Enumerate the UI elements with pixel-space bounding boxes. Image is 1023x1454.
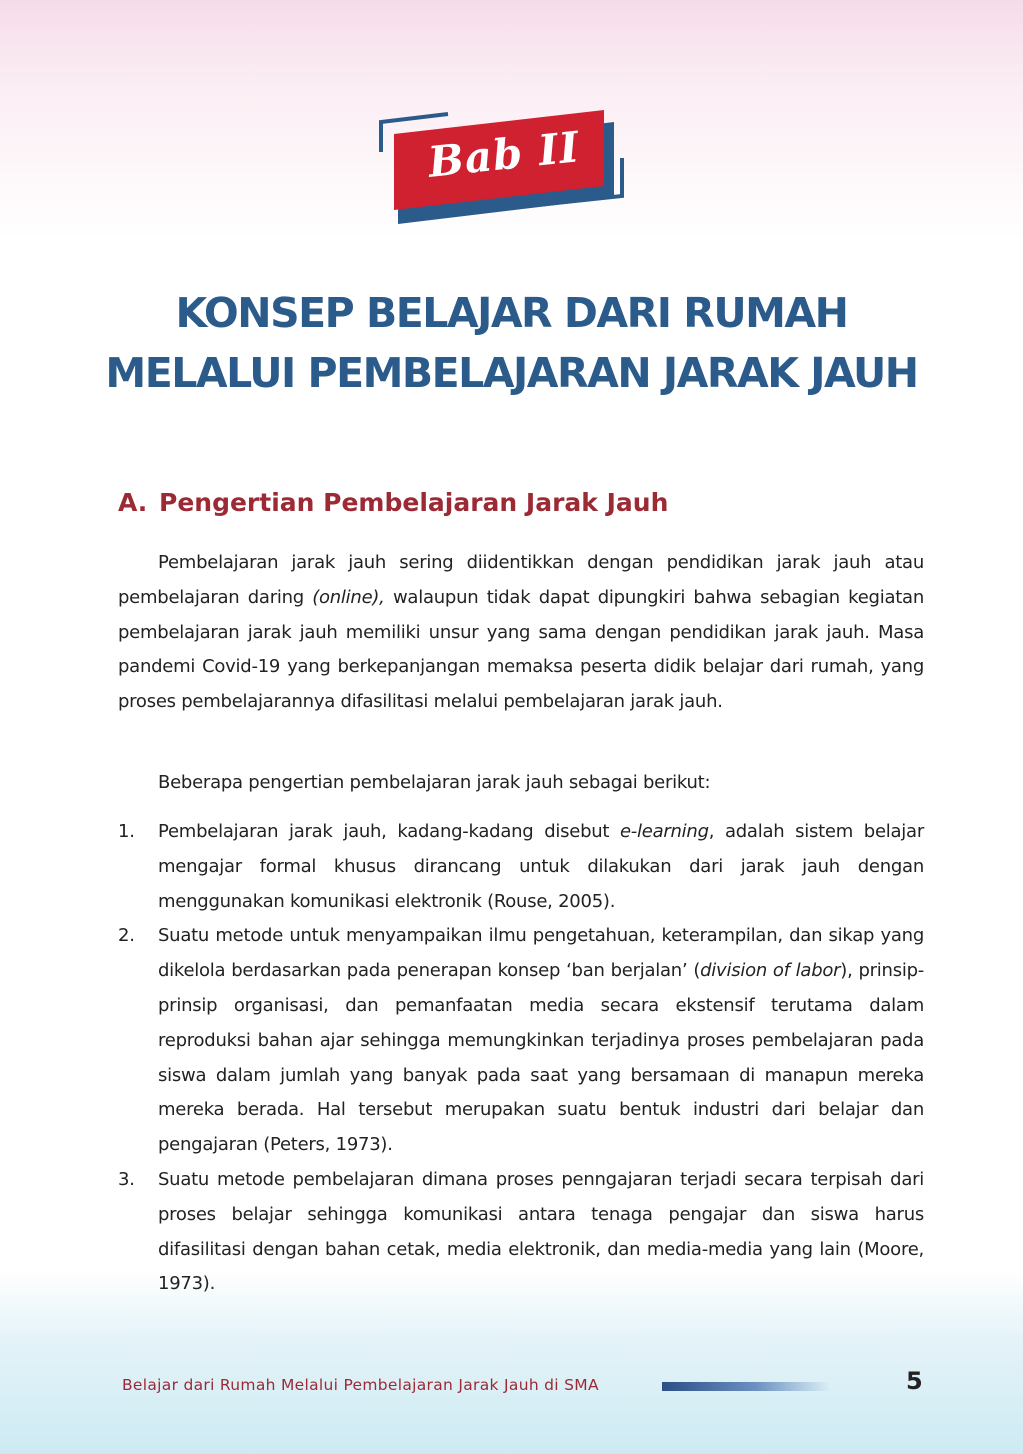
list-item-number: 3. (118, 1168, 135, 1190)
list-item-italic: division of labor (700, 960, 841, 982)
paragraph-intro (118, 546, 924, 720)
list-item (118, 1163, 924, 1302)
paragraph-intro-text-1: Pembelajaran jarak jauh sering diidentikkan dengan pendidikan jarak jauh atau pembelajaran daring (118, 552, 924, 608)
page-title-line-2: MELALUI PEMBELAJARAN JARAK JAUH (105, 349, 918, 397)
section-title: Pengertian Pembelajaran Jarak Jauh (159, 488, 669, 517)
section-heading (118, 488, 668, 517)
list-item (118, 919, 924, 1163)
list-item-italic: e-learning (619, 821, 709, 842)
paragraph-list-intro: Beberapa pengertian pembelajaran jarak jauh sebagai berikut: (158, 772, 711, 793)
page-title-line-1: KONSEP BELAJAR DARI RUMAH (175, 289, 848, 337)
list-item-text: ), prinsip-prinsip organisasi, dan pemanfaatan media secara ekstensif terutama dalam reproduksi bahan ajar sehingga memungkinkan terjadinya proses pembelajaran pada siswa dalam jumlah yang banyak pada saat yang bersamaan di manapun mereka mereka berada. Hal tersebut merupakan suatu bentuk industri dari belajar dan pengajaran (Peters, 1973). (158, 960, 924, 1156)
list-item-number: 1. (118, 821, 135, 842)
list-item (118, 815, 924, 919)
definition-list (118, 815, 924, 1302)
section-number: A. (118, 488, 148, 517)
chapter-label: Bab II (425, 122, 583, 187)
paragraph-intro-italic: (online), (312, 586, 385, 608)
list-item-text: , adalah sistem belajar mengajar formal khusus dirancang untuk dilakukan dari jarak jauh dengan menggunakan komunikasi elektronik (Rouse, 2005). (158, 821, 924, 912)
list-item-number: 2. (118, 925, 135, 947)
list-item-text: Suatu metode untuk menyampaikan ilmu pengetahuan, keterampilan, dan sikap yang dikelola berdasarkan pada penerapan konsep ‘ban berjalan’ ( (158, 925, 924, 982)
page-title (0, 283, 1023, 403)
page-number: 5 (906, 1367, 923, 1395)
footer-title: Belajar dari Rumah Melalui Pembelajaran Jarak Jauh di SMA (122, 1376, 599, 1394)
list-item-text: Suatu metode pembelajaran dimana proses penngajaran terjadi secara terpisah dari proses belajar sehingga komunikasi antara tenaga pengajar dan siswa harus difasilitasi dengan bahan cetak, media elektronik, dan media-media yang lain (Moore, 1973). (158, 1168, 924, 1295)
footer-decorative-bar (662, 1382, 830, 1391)
list-item-text: Pembelajaran jarak jauh, kadang-kadang disebut (158, 821, 620, 842)
paragraph-intro-text-2: walaupun tidak dapat dipungkiri bahwa sebagian kegiatan pembelajaran jarak jauh memiliki unsur yang sama dengan pendidikan jarak jauh. Masa pandemi Covid-19 yang berkepanjangan memaksa peserta didik belajar dari rumah, yang proses pembelajarannya difasilitasi melalui pembelajaran jarak jauh. (118, 586, 924, 713)
